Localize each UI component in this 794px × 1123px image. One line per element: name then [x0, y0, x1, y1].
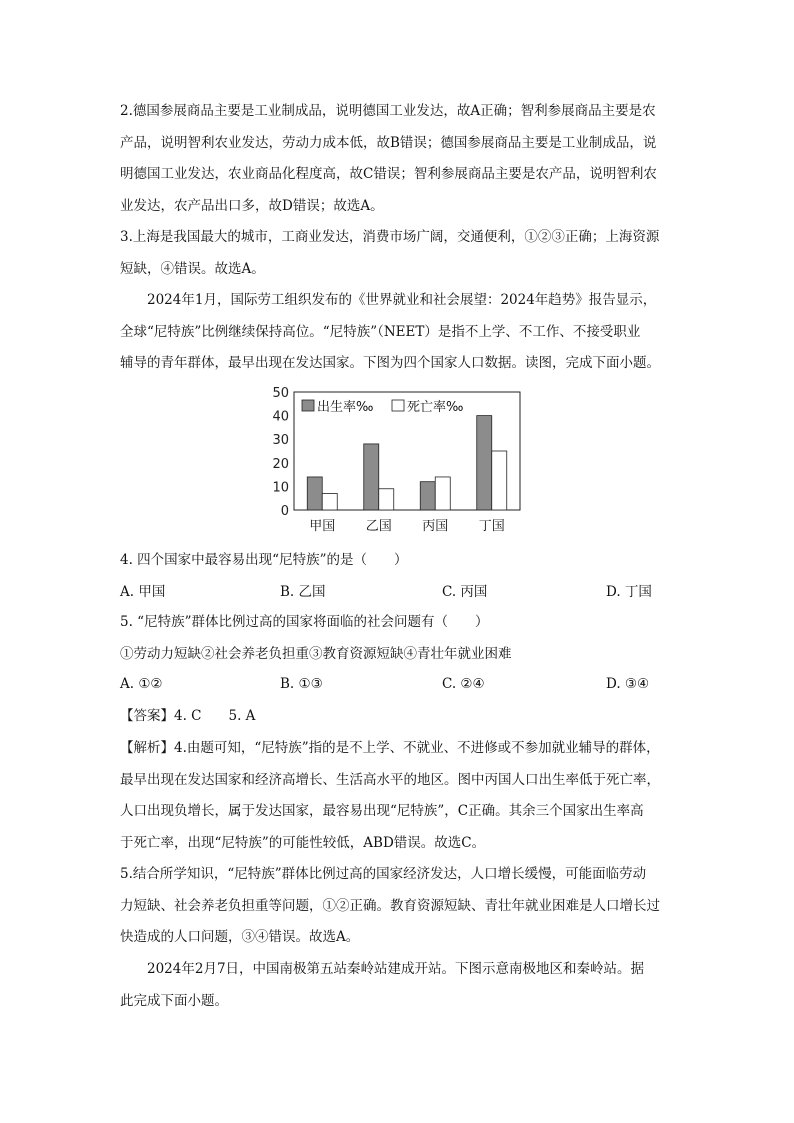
bar-death-rate	[435, 477, 450, 510]
option-b[interactable]: B. ①③	[280, 676, 323, 692]
question-5-stem	[120, 607, 680, 670]
bar-chart-svg	[270, 384, 530, 544]
text-line: 2024年1月，国际劳工组织发布的《世界就业和社会展望：2024年趋势》报告显示，	[147, 292, 657, 308]
text-line: 最早出现在发达国家和经济高增长、生活高水平的地区。图中丙国人口出生率低于死亡率，	[120, 771, 660, 788]
y-tick-label: 30	[272, 433, 289, 449]
bar-death-rate	[379, 489, 394, 510]
option-a[interactable]: A. ①②	[120, 676, 163, 692]
bar-birth-rate	[420, 482, 435, 510]
option-c[interactable]: C. ②④	[442, 676, 485, 692]
text-line: 【解析】4.由题可知，“尼特族”指的是不上学、不就业、不进修或不参加就业辅导的群体，	[120, 740, 660, 756]
option-c[interactable]: C. 丙国	[442, 584, 488, 600]
text-line: 辅导的青年群体，最早出现在发达国家。下图为四个国家人口数据。读图，完成下面小题。	[120, 355, 660, 371]
x-tick-label: 乙国	[365, 519, 392, 534]
legend-label: 出生率‰	[317, 400, 374, 415]
y-tick-label: 50	[272, 386, 289, 401]
text-line: 5. “尼特族”群体比例过高的国家将面临的社会问题有（ ）	[120, 614, 489, 630]
analysis-q5	[120, 859, 680, 954]
question-4-options	[120, 580, 680, 600]
y-tick-label: 10	[272, 480, 289, 496]
option-d[interactable]: D. ③④	[606, 676, 650, 692]
y-tick-label: 0	[280, 504, 289, 519]
y-tick-label: 40	[272, 409, 289, 425]
option-a[interactable]: A. 甲国	[120, 584, 166, 600]
bar-death-rate	[492, 451, 507, 510]
bar-death-rate	[322, 493, 337, 510]
legend-swatch	[302, 400, 314, 411]
option-d[interactable]: D. 丁国	[606, 584, 652, 600]
text-line: 3.上海是我国最大的城市，工商业发达，消费市场广阔，交通便利，①②③正确；上海资源	[120, 229, 660, 245]
text-line: 人口出现负增长，属于发达国家，最容易出现“尼特族”，C正确。其余三个国家出生率高	[120, 803, 644, 819]
x-tick-label: 丙国	[422, 519, 449, 534]
text-line: 快造成的人口问题，③④错误。故选A。	[120, 929, 360, 945]
text-line: 于死亡率，出现“尼特族”的可能性较低，ABD错误。故选C。	[120, 834, 486, 851]
text-line: 2.德国参展商品主要是工业制成品，说明德国工业发达，故A正确；智利参展商品主要是农	[120, 103, 656, 119]
x-tick-label: 甲国	[309, 519, 336, 534]
y-tick-label: 20	[272, 456, 289, 472]
text-line: 4. 四个国家中最容易出现“尼特族”的是（ ）	[120, 552, 408, 568]
text-line: 业发达，农产品出口多，故D错误；故选A。	[120, 197, 384, 214]
analysis-q4	[120, 733, 680, 859]
text-line: 2024年2月7日，中国南极第五站秦岭站建成开站。下图示意南极地区和秦岭站。据	[147, 961, 645, 977]
antarctic-intro	[120, 954, 680, 1017]
question-5-options	[120, 676, 680, 696]
population-chart	[270, 384, 530, 544]
text-line: 5.结合所学知识，“尼特族”群体比例过高的国家经济发达，人口增长缓慢，可能面临劳动	[120, 866, 647, 882]
legend-swatch	[392, 400, 404, 411]
q2-explanation	[120, 96, 680, 222]
bar-birth-rate	[364, 444, 379, 510]
neet-intro	[120, 285, 680, 380]
bar-birth-rate	[307, 477, 322, 510]
x-tick-label: 丁国	[478, 519, 505, 534]
legend-label: 死亡率‰	[407, 400, 464, 415]
answer-line	[120, 701, 680, 733]
text-line: 产品，说明智利农业发达，劳动力成本低，故B错误；德国参展商品主要是工业制成品，说	[120, 134, 657, 151]
bar-birth-rate	[477, 416, 492, 510]
text-line: 全球“尼特族”比例继续保持高位。“尼特族”（NEET）是指不上学、不工作、不接受职业	[120, 323, 641, 340]
question-5-items: ①劳动力短缺②社会养老负担重③教育资源短缺④青壮年就业困难	[120, 645, 512, 662]
text-line: 力短缺、社会养老负担重等问题，①②正确。教育资源短缺、青壮年就业困难是人口增长过	[120, 897, 660, 914]
q3-explanation	[120, 222, 680, 285]
question-4-stem	[120, 545, 680, 577]
text-line: 短缺，④错误。故选A。	[120, 260, 265, 277]
answer-text: 【答案】4. C 5. A	[120, 708, 256, 724]
text-line: 明德国工业发达，农业商品化程度高，故C错误；智利参展商品主要是农产品，说明智利农	[120, 166, 657, 182]
text-line: 此完成下面小题。	[120, 992, 228, 1009]
option-b[interactable]: B. 乙国	[280, 584, 326, 600]
